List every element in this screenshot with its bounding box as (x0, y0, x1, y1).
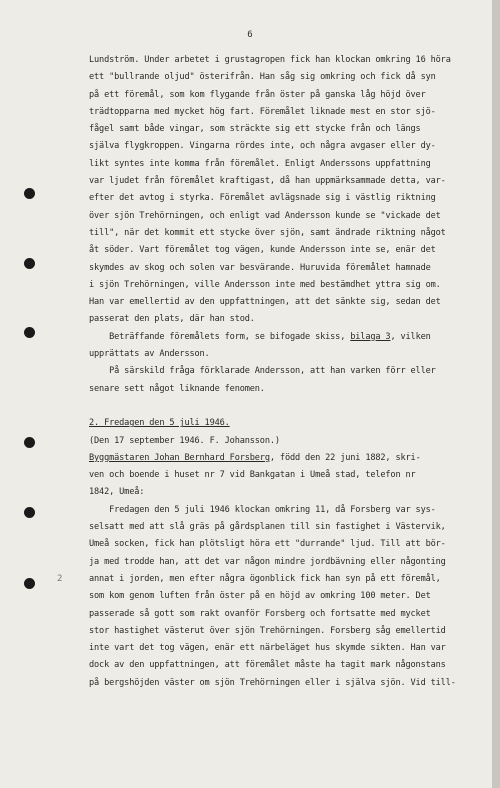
text-line: selsatt med att slå gräs på gårdsplanen till sin fastighet i Västervik, (89, 522, 446, 533)
text-line: dock av den uppfattningen, att föremålet måste ha tagit mark någonstans (89, 660, 446, 671)
text-line: 1842, Umeå: (89, 487, 145, 498)
paragraph-gap (89, 398, 481, 415)
text-line: upprättats av Andersson. (89, 349, 210, 360)
text-line: senare sett något liknande fenomen. (89, 383, 265, 394)
page-number: 6 (247, 30, 253, 40)
text-line: som kom genom luften från öster på en höjd av omkring 100 meter. Det (89, 591, 431, 602)
text-line: åt söder. Vart föremålet tog vägen, kunde Andersson inte se, enär det (89, 245, 436, 256)
binder-hole (24, 578, 35, 589)
text-line: På särskild fråga förklarade Andersson, att han varken förr eller (89, 366, 436, 377)
text-line: Lundström. Under arbetet i grustagropen fick han klockan omkring 16 höra (89, 55, 451, 65)
binder-hole (24, 507, 35, 518)
text-line: Beträffande föremålets form, se bifogade skiss, bilaga 3, vilken (89, 331, 431, 342)
binder-hole (24, 188, 35, 199)
text-line: på bergshöjden väster om sjön Trehörningen eller i själva sjön. Vid till- (89, 677, 456, 688)
text-line: (Den 17 september 1946. F. Johansson.) (89, 435, 280, 446)
text-line: var ljudet från föremålet kraftigast, då han uppmärksammade detta, var- (89, 176, 446, 187)
section-heading: 2. Fredagen den 5 juli 1946. (89, 418, 230, 429)
text-line: Fredagen den 5 juli 1946 klockan omkring 11, då Forsberg var sys- (89, 504, 436, 515)
text-line: efter det avtog i styrka. Föremålet avlägsnade sig i västlig riktning (89, 193, 436, 204)
text-line: Umeå socken, fick han plötsligt höra ett "durrande" ljud. Till att bör- (89, 539, 446, 550)
text-line: passerat den plats, där han stod. (89, 314, 255, 325)
text-line: Byggmästaren Johan Bernhard Forsberg, född den 22 juni 1882, skri- (89, 452, 421, 463)
text-line: ja med trodde han, att det var någon mindre jordbävning eller någonting (89, 556, 446, 567)
binder-hole (24, 258, 35, 269)
text-line: annat i jorden, men efter några ögonblick fick han syn på ett föremål, (89, 573, 441, 584)
text-line: skymdes av skog och solen var besvärande. Huruvida föremålet hamnade (89, 262, 431, 273)
text-line (89, 415, 481, 432)
text-line: Han var emellertid av den uppfattningen, att det sänkte sig, sedan det (89, 297, 441, 308)
underlined-text: bilaga 3 (350, 331, 391, 342)
text-line: i sjön Trehörningen, ville Andersson inte med bestämdhet yttra sig om. (89, 279, 441, 290)
text-line: inte vart det tog vägen, enär ett närbeläget hus skymde sikten. Han var (89, 643, 446, 654)
text-line: på ett föremål, som kom flygande från öster på ganska låg höjd över (89, 89, 426, 100)
text-line: stor hastighet västerut över sjön Trehörningen. Forsberg såg emellertid (89, 625, 446, 636)
text-line: över sjön Trehörningen, och enligt vad Andersson kunde se "vickade det (89, 210, 441, 221)
binder-hole (24, 327, 35, 338)
text-line: likt syntes inte komma från föremålet. Enligt Anderssons uppfattning (89, 158, 431, 169)
text-line: ett "bullrande oljud" österifrån. Han såg sig omkring och fick då syn (89, 72, 436, 83)
text-line: till", när det kommit ett stycke över sjön, samt ändrade riktning något (89, 227, 446, 238)
text-line: ven och boende i huset nr 7 vid Bankgatan i Umeå stad, telefon nr (89, 470, 416, 481)
typewritten-body (89, 52, 481, 692)
underlined-text: Byggmästaren Johan Bernhard Forsberg (89, 452, 270, 463)
text-line: trädtopparna med mycket hög fart. Föremålet liknade mest en stor sjö- (89, 106, 436, 117)
text-line: fågel samt både vingar, som sträckte sig ett stycke från och längs (89, 124, 421, 135)
text-line: själva flygkroppen. Vingarna rördes inte, och några avgaser eller dy- (89, 141, 436, 152)
text-line: passerade så gott som rakt ovanför Forsberg och fortsatte med mycket (89, 608, 431, 619)
binder-hole (24, 437, 35, 448)
page-edge (492, 0, 500, 788)
margin-annotation: 2 (57, 574, 63, 584)
